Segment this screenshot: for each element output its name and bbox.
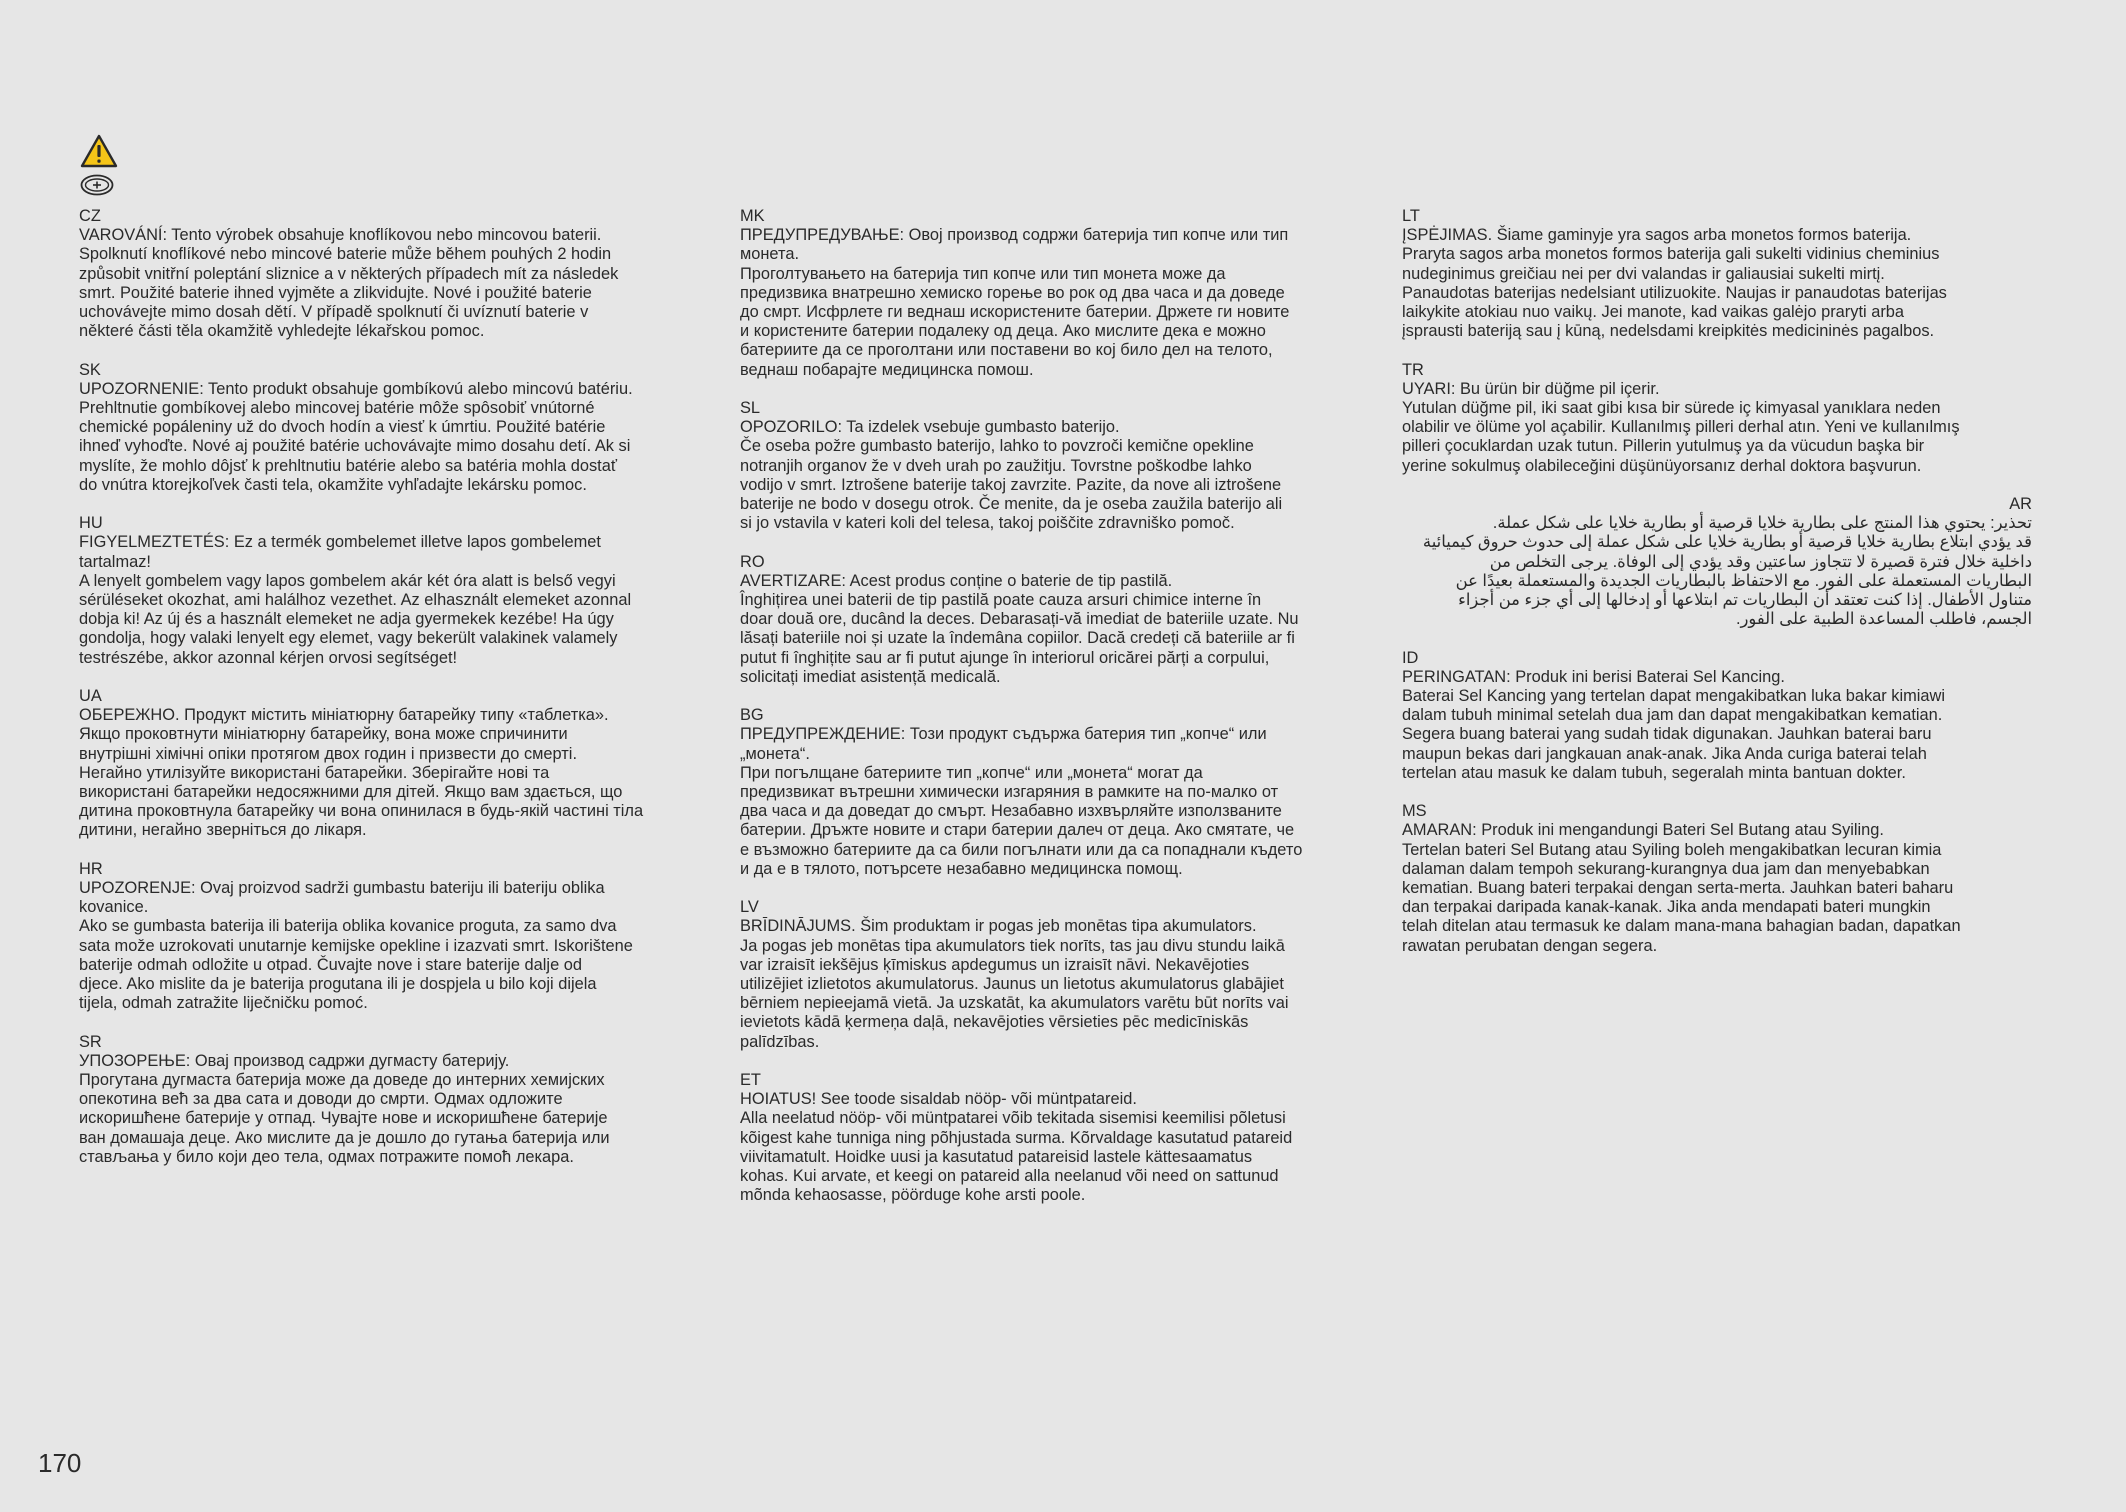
warning-section-bg <box>740 706 1384 879</box>
warning-section-cz <box>79 207 717 341</box>
language-code: CZ <box>79 207 101 225</box>
warning-text: ПРЕДУПРЕЖДЕНИЕ: Този продукт съдържа батерия тип „копче“ или „монета“. При погълщане батериите тип „копче“ или „монета“ могат да предизвикат вътрешни химически изгаряния в рамките на по-малко от два часа и да доведат до смърт. Незабавно изхвърляйте използваните батерии. Дръжте новите и стари батерии далеч от деца. Ако смятате, че е възможно батериите да са били погълнати или да са попаднали където и да е в тялото, потърсете незабавно медицинска помощ. <box>740 725 1303 878</box>
language-code: HR <box>79 859 103 878</box>
language-code: MK <box>740 207 765 225</box>
warning-section-et <box>740 1071 1384 1205</box>
warning-section-ms <box>1402 802 2032 956</box>
warning-section-sl <box>740 399 1384 533</box>
warning-text: ПРЕДУПРЕДУВАЊЕ: Овој производ содржи батерија тип копче или тип монета. Проголтувањето на батерија тип копче или тип монета може да предизвика внатрешно хемиско горење во рок од два часа и да доведе до смрт. Исфрлете ги веднаш искористените батерии. Држете ги новите и користените батерии подалеку од деца. Ако мислите дека е можно батериите да се проголтани или поставени во кој било дел на телото, веднаш побарајте медицинска помош. <box>740 226 1290 379</box>
column-3 <box>1402 207 2032 975</box>
warning-text: AVERTIZARE: Acest produs conține o baterie de tip pastilă. Înghițirea unei baterii de tip pastilă poate cauza arsuri chimice interne în doar două ore, ducând la deces. Debarasați-vă imediat de bateriile uzate. Nu lăsați bateriile noi și uzate la îndemâna copiilor. Dacă credeți că bateriile ar fi putut fi înghițite sau ar fi putut ajunge în interiorul oricărei părți a corpului, solicitați imediat asistență medicală. <box>740 571 1299 686</box>
language-code: SK <box>79 360 101 379</box>
warning-text: تحذير: يحتوي هذا المنتج على بطارية خلايا قرصية أو بطارية خلايا على شكل عملة. قد يؤدي ابتلاع بطارية خلايا قرصية أو بطارية خلايا على شكل عملة إلى حدوث حروق كيميائية داخلية خلال فترة قصيرة لا تتجاوز ساعتين وقد يؤدي إلى الوفاة. يرجى التخلص من البطاريات المستعملة على الفور. مع الاحتفاظ بالبطاريات الجديدة والمستعملة بعيدًا عن متناول الأطفال. إذا كنت تعتقد أن البطاريات تم ابتلاعها أو إدخالها إلى أي جزء من أجزاء الجسم، فاطلب المساعدة الطبية على الفور. <box>1422 514 2032 629</box>
warning-section-lt <box>1402 207 2032 341</box>
language-code: AR <box>2009 495 2032 514</box>
warning-section-hr <box>79 860 717 1014</box>
language-code: HU <box>79 514 103 533</box>
warning-text: BRĪDINĀJUMS. Šim produktam ir pogas jeb monētas tipa akumulators. Ja pogas jeb monētas tipa akumulators tiek norīts, tas jau divu stundu laikā var izraisīt iekšējus ķīmiskus apdegumus un izraisīt nāvi. Nekavējoties utilizējiet izlietotos akumulatorus. Jaunus un lietotus akumulatorus glabājiet bērniem nepieejamā vietā. Ja uzskatāt, ka akumulators varētu būt norīts vai ievietots kādā ķermeņa daļā, nekavējoties vērsieties pēc medicīniskās palīdzības. <box>740 917 1289 1051</box>
warning-text: PERINGATAN: Produk ini berisi Baterai Sel Kancing. Baterai Sel Kancing yang tertelan dapat mengakibatkan luka bakar kimiawi dalam tubuh minimal setelah dua jam dan dapat mengakibatkan kematian. Segera buang baterai yang sudah tidak digunakan. Jauhkan baterai baru maupun bekas dari jangkauan anak-anak. Jika Anda curiga baterai telah tertelan atau masuk ke dalam tubuh, segeralah minta bantuan dokter. <box>1402 667 1946 782</box>
warning-section-mk <box>740 207 1384 380</box>
column-1 <box>79 207 717 1186</box>
language-code: TR <box>1402 360 1424 379</box>
warning-section-sk <box>79 361 717 495</box>
warning-section-ua <box>79 687 717 841</box>
language-code: SL <box>740 399 761 418</box>
language-code: ET <box>740 1071 761 1090</box>
warning-section-ar <box>1402 495 2032 629</box>
language-code: SR <box>79 1032 102 1051</box>
language-code: MS <box>1402 802 1427 821</box>
warning-section-hu <box>79 514 717 668</box>
coin-battery-icon <box>80 174 114 196</box>
language-code: LV <box>740 898 759 917</box>
language-code: BG <box>740 706 764 725</box>
language-code: RO <box>740 552 765 571</box>
warning-text: UYARI: Bu ürün bir düğme pil içerir. Yutulan düğme pil, iki saat gibi kısa bir sürede iç kimyasal yanıklara neden olabilir ve ölüme yol açabilir. Kullanılmış pilleri derhal atın. Yeni ve kullanılmış pilleri çocuklardan uzak tutun. Pillerin yutulmuş ya da vücudun başka bir yerine sokulmuş olabileceğini düşünüyorsanız derhal doktora başvurun. <box>1402 379 1960 475</box>
warning-section-sr <box>79 1033 717 1167</box>
warning-text: VAROVÁNÍ: Tento výrobek obsahuje knoflíkovou nebo mincovou baterii. Spolknutí knoflíkové nebo mincové baterie může během pouhých 2 hodin způsobit vnitřní poleptání sliznice a v některých případech mít za následek smrt. Použité baterie ihned vyjměte a zlikvidujte. Nové i použité baterie uchovávejte mimo dosah dětí. V případě spolknutí či uvíznutí baterie v některé části těla okamžitě vyhledejte lékařskou pomoc. <box>79 226 619 341</box>
warning-triangle-icon <box>80 134 118 168</box>
language-code: ID <box>1402 648 1419 667</box>
warning-section-lv <box>740 898 1384 1052</box>
warning-text: HOIATUS! See toode sisaldab nööp- või müntpatareid. Alla neelatud nööp- või müntpatarei võib tekitada sisemisi keemilisi põletusi kõigest kahe tunniga ning põhjustada surma. Kõrvaldage kasutatud patareid viivitamatult. Hoidke uusi ja kasutatud patareisid lastele kättesaamatus kohas. Kui arvate, et keegi on patareid alla neelanud või need on sattunud mõnda kehaosasse, pöörduge kohe arsti poole. <box>740 1090 1293 1205</box>
warning-section-ro <box>740 553 1384 687</box>
warning-section-tr <box>1402 361 2032 476</box>
warning-text: AMARAN: Produk ini mengandungi Bateri Sel Butang atau Syiling. Tertelan bateri Sel Butang atau Syiling boleh mengakibatkan lecuran kimia dalaman dalam tempoh sekurang-kurangnya dua jam dan menyebabkan kematian. Buang bateri terpakai dengan serta-merta. Jauhkan bateri baharu dan terpakai daripada kanak-kanak. Jika anda mendapati bateri mungkin telah ditelan atau termasuk ke dalam mana-mana bahagian badan, dapatkan rawatan perubatan dengan segera. <box>1402 821 1961 955</box>
warning-text: УПОЗОРЕЊЕ: Овај производ садржи дугмасту батерију. Прогутана дугмаста батерија може да доведе до интерних хемијских опекотина већ за два сата и доводи до смрти. Одмах одложите искоришћене батерије у отпад. Чувајте нове и искоришћене батерије ван домашаја деце. Ако мислите да је дошло до гутања батерија или стављања у било који део тела, одмах потражите помоћ лекара. <box>79 1051 610 1166</box>
warning-text: ĮSPĖJIMAS. Šiame gaminyje yra sagos arba monetos formos baterija. Praryta sagos arba monetos formos baterija gali sukelti vidinius cheminius nudeginimus greičiau nei per dvi valandas ir galiausiai sukelti mirtį. Panaudotas baterijas nedelsiant utilizuokite. Naujas ir panaudotas baterijas laikykite atokiau nuo vaikų. Jei manote, kad vaikas galėjo praryti arba įsprausti bateriją sau į kūną, nedelsdami kreipkitės medicininės pagalbos. <box>1402 226 1947 341</box>
language-code: LT <box>1402 207 1420 225</box>
language-code: UA <box>79 687 102 706</box>
warning-text: UPOZORNENIE: Tento produkt obsahuje gombíkovú alebo mincovú batériu. Prehltnutie gombíkovej alebo mincovej batérie môže spôsobiť vnútorné chemické popáleniny už do dvoch hodín a viesť k úmrtiu. Použité batérie ihneď vyhoďte. Nové aj použité batérie uchovávajte mimo dosahu detí. Ak si myslíte, že mohlo dôjsť k prehltnutiu batérie alebo sa batéria mohla dostať do vnútra ktorejkoľvek časti tela, okamžite vyhľadajte lekársku pomoc. <box>79 379 633 494</box>
warning-text: UPOZORENJE: Ovaj proizvod sadrži gumbastu bateriju ili bateriju oblika kovanice. Ako se gumbasta baterija ili baterija oblika kovanice proguta, za samo dva sata može uzrokovati unutarnje kemijske opekline i izazvati smrt. Iskorištene baterije odmah odložite u otpad. Čuvajte nove i stare baterije dalje od djece. Ako mislite da je baterija progutana ili je dospjela u bilo koji dijela tijela, odmah zatražite liječničku pomoć. <box>79 879 633 1013</box>
warning-text: ОБЕРЕЖНО. Продукт містить мініатюрну батарейку типу «таблетка». Якщо проковтнути мініатюрну батарейку, вона може спричинити внутрішні хімічні опіки протягом двох годин і призвести до смерті. Негайно утилізуйте використані батарейки. Зберігайте нові та використані батарейки недосяжними для дітей. Якщо вам здається, що дитина проковтнула батарейку чи вона опинилася в будь-якій частині тіла дитини, негайно зверніться до лікаря. <box>79 706 644 840</box>
column-2 <box>740 207 1384 1225</box>
safety-icons <box>80 134 120 196</box>
warning-section-id <box>1402 649 2032 783</box>
warning-text: FIGYELMEZTETÉS: Ez a termék gombelemet illetve lapos gombelemet tartalmaz! A lenyelt gombelem vagy lapos gombelem akár két óra alatt is belső vegyi sérüléseket okozhat, ami halálhoz vezethet. Az elhasznált elemeket azonnal dobja ki! Az új és a használt elemeket ne adja gyermekek kezébe! Ha úgy gondolja, hogy valaki lenyelt egy elemet, vagy bekerült valakinek valamely testrészébe, akkor azonnal kérjen orvosi segítséget! <box>79 533 632 667</box>
page-number: 170 <box>38 1448 82 1478</box>
warning-text: OPOZORILO: Ta izdelek vsebuje gumbasto baterijo. Če oseba požre gumbasto baterijo, lahko to povzroči kemične opekline notranjih organov že v dveh urah po zaužitju. Tovrstne poškodbe lahko vodijo v smrt. Iztrošene baterije takoj zavrzite. Pazite, da nove ali iztrošene baterije ne bodo v dosegu otrok. Če menite, da je oseba zaužila baterijo ali si jo vstavila v kateri koli del telesa, takoj poiščite zdravniško pomoč. <box>740 418 1283 533</box>
